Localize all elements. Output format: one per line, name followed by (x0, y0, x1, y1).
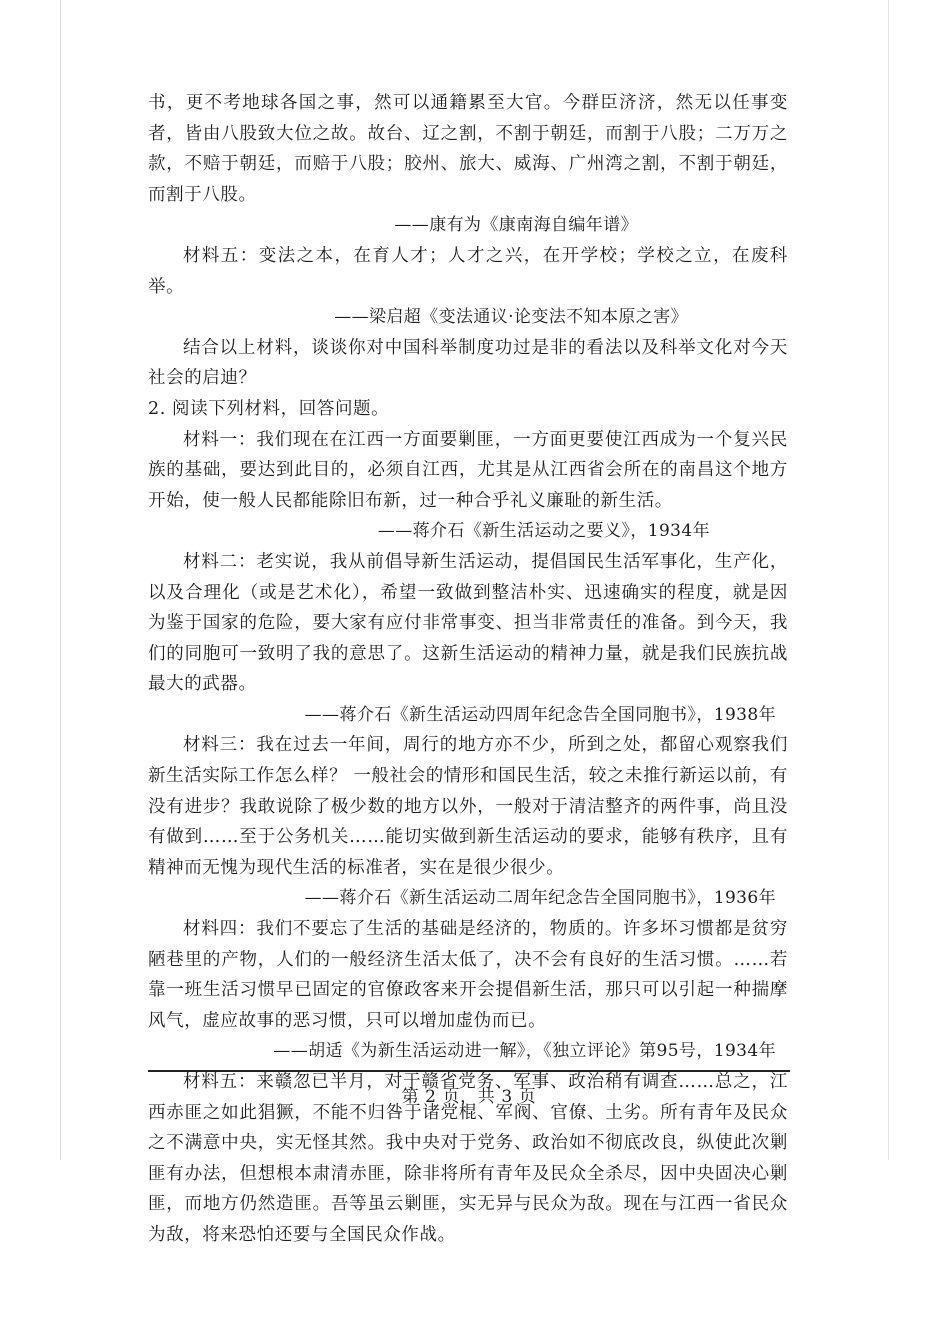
q2-material4: 材料四：我们不要忘了生活的基础是经济的，物质的。许多坏习惯都是贫穷陋巷里的产物，人们的一般经济生活太低了，决不会有良好的生活习惯。……若靠一班生活习惯早已固定的官僚政客来开会提倡新生活，那只可以引起一种揣摩风气，虚应故事的恶习惯，只可以增加虚伪而已。 (148, 919, 788, 1031)
scan-edge-right (888, 0, 889, 1160)
q1-material5: 材料五：变法之本，在育人才；人才之兴，在开学校；学校之立，在废科举。 (148, 245, 788, 297)
page-number: 第 2 页，共 3 页 (401, 1087, 537, 1107)
q2-material4-source: ——胡适《为新生活运动进一解》，《独立评论》第95号，1934年 (273, 1041, 776, 1062)
q2-heading: 2. 阅读下列材料，回答问题。 (148, 398, 390, 419)
q1-material4-tail: 书，更不考地球各国之事，然可以通籍累至大官。今群臣济济，然无以任事变者，皆由八股致大位之故。故台、辽之割，不割于朝廷，而割于八股；二万万之款，不赔于朝廷，而赔于八股；胶州、旅大、威海、广州湾之割，不割于朝廷，而割于八股。 (148, 93, 788, 205)
footer-divider (148, 1070, 790, 1072)
q2-material3: 材料三：我在过去一年间，周行的地方亦不少，所到之处，都留心观察我们新生活实际工作怎么样？ 一般社会的情形和国民生活，较之未推行新运以前，有没有进步？我敢说除了极少数的地方以外，一般对于清洁整齐的两件事，尚且没有做到……至于公务机关……能切实做到新生活运动的要求，能够有秩序，且有精神而无愧为现代生活的标准者，实在是很少很少。 (148, 735, 788, 878)
q2-material5: 材料五：来赣忽已半月，对于赣省党务、军事、政治稍有调查……总之，江西赤匪之如此猖獗，不能不归咎于诸党棍、军阀、官僚、土劣。所有青年及民众之不满意中央，实无怪其然。我中央对于党务、政治如不彻底改良，纵使此次剿匪有办法，但想根本肃清赤匪，除非将所有青年及民众全杀尽，因中央固决心剿匪，而地方仍然造匪。吾等虽云剿匪，实无异与民众为敌。现在与江西一省民众为敌，将来恐怕还要与全国民众作战。 (148, 1072, 788, 1245)
q2-material3-source: ——蒋介石《新生活运动二周年纪念告全国同胞书》，1936年 (304, 888, 776, 909)
scan-edge-left (60, 0, 61, 1160)
q2-material1-source: ——蒋介石《新生活运动之要义》，1934年 (377, 521, 710, 542)
q1-question: 结合以上材料，谈谈你对中国科举制度功过是非的看法以及科举文化对今天社会的启迪？ (148, 337, 788, 389)
q2-material2-source: ——蒋介石《新生活运动四周年纪念告全国同胞书》，1938年 (304, 704, 776, 725)
q1-material5-source: ——梁启超《变法通议·论变法不知本原之害》 (334, 307, 688, 328)
q1-material4-source: ——康有为《康南海自编年谱》 (394, 215, 638, 236)
q2-material2: 材料二：老实说，我从前倡导新生活运动，提倡国民生活军事化，生产化，以及合理化（或是艺术化），希望一致做到整洁朴实、迅速确实的程度，就是因为鉴于国家的危险，要大家有应付非常事变、担当非常责任的准备。到今天，我们的同胞可一致明了我的意思了。这新生活运动的精神力量，就是我们民族抗战最大的武器。 (148, 551, 788, 695)
q2-material1: 材料一：我们现在在江西一方面要剿匪，一方面更要使江西成为一个复兴民族的基础，要达到此目的，必须自江西，尤其是从江西省会所在的南昌这个地方开始，使一般人民都能除旧布新，过一种合乎礼义廉耻的新生活。 (148, 429, 788, 511)
exam-page-body (148, 88, 788, 1251)
